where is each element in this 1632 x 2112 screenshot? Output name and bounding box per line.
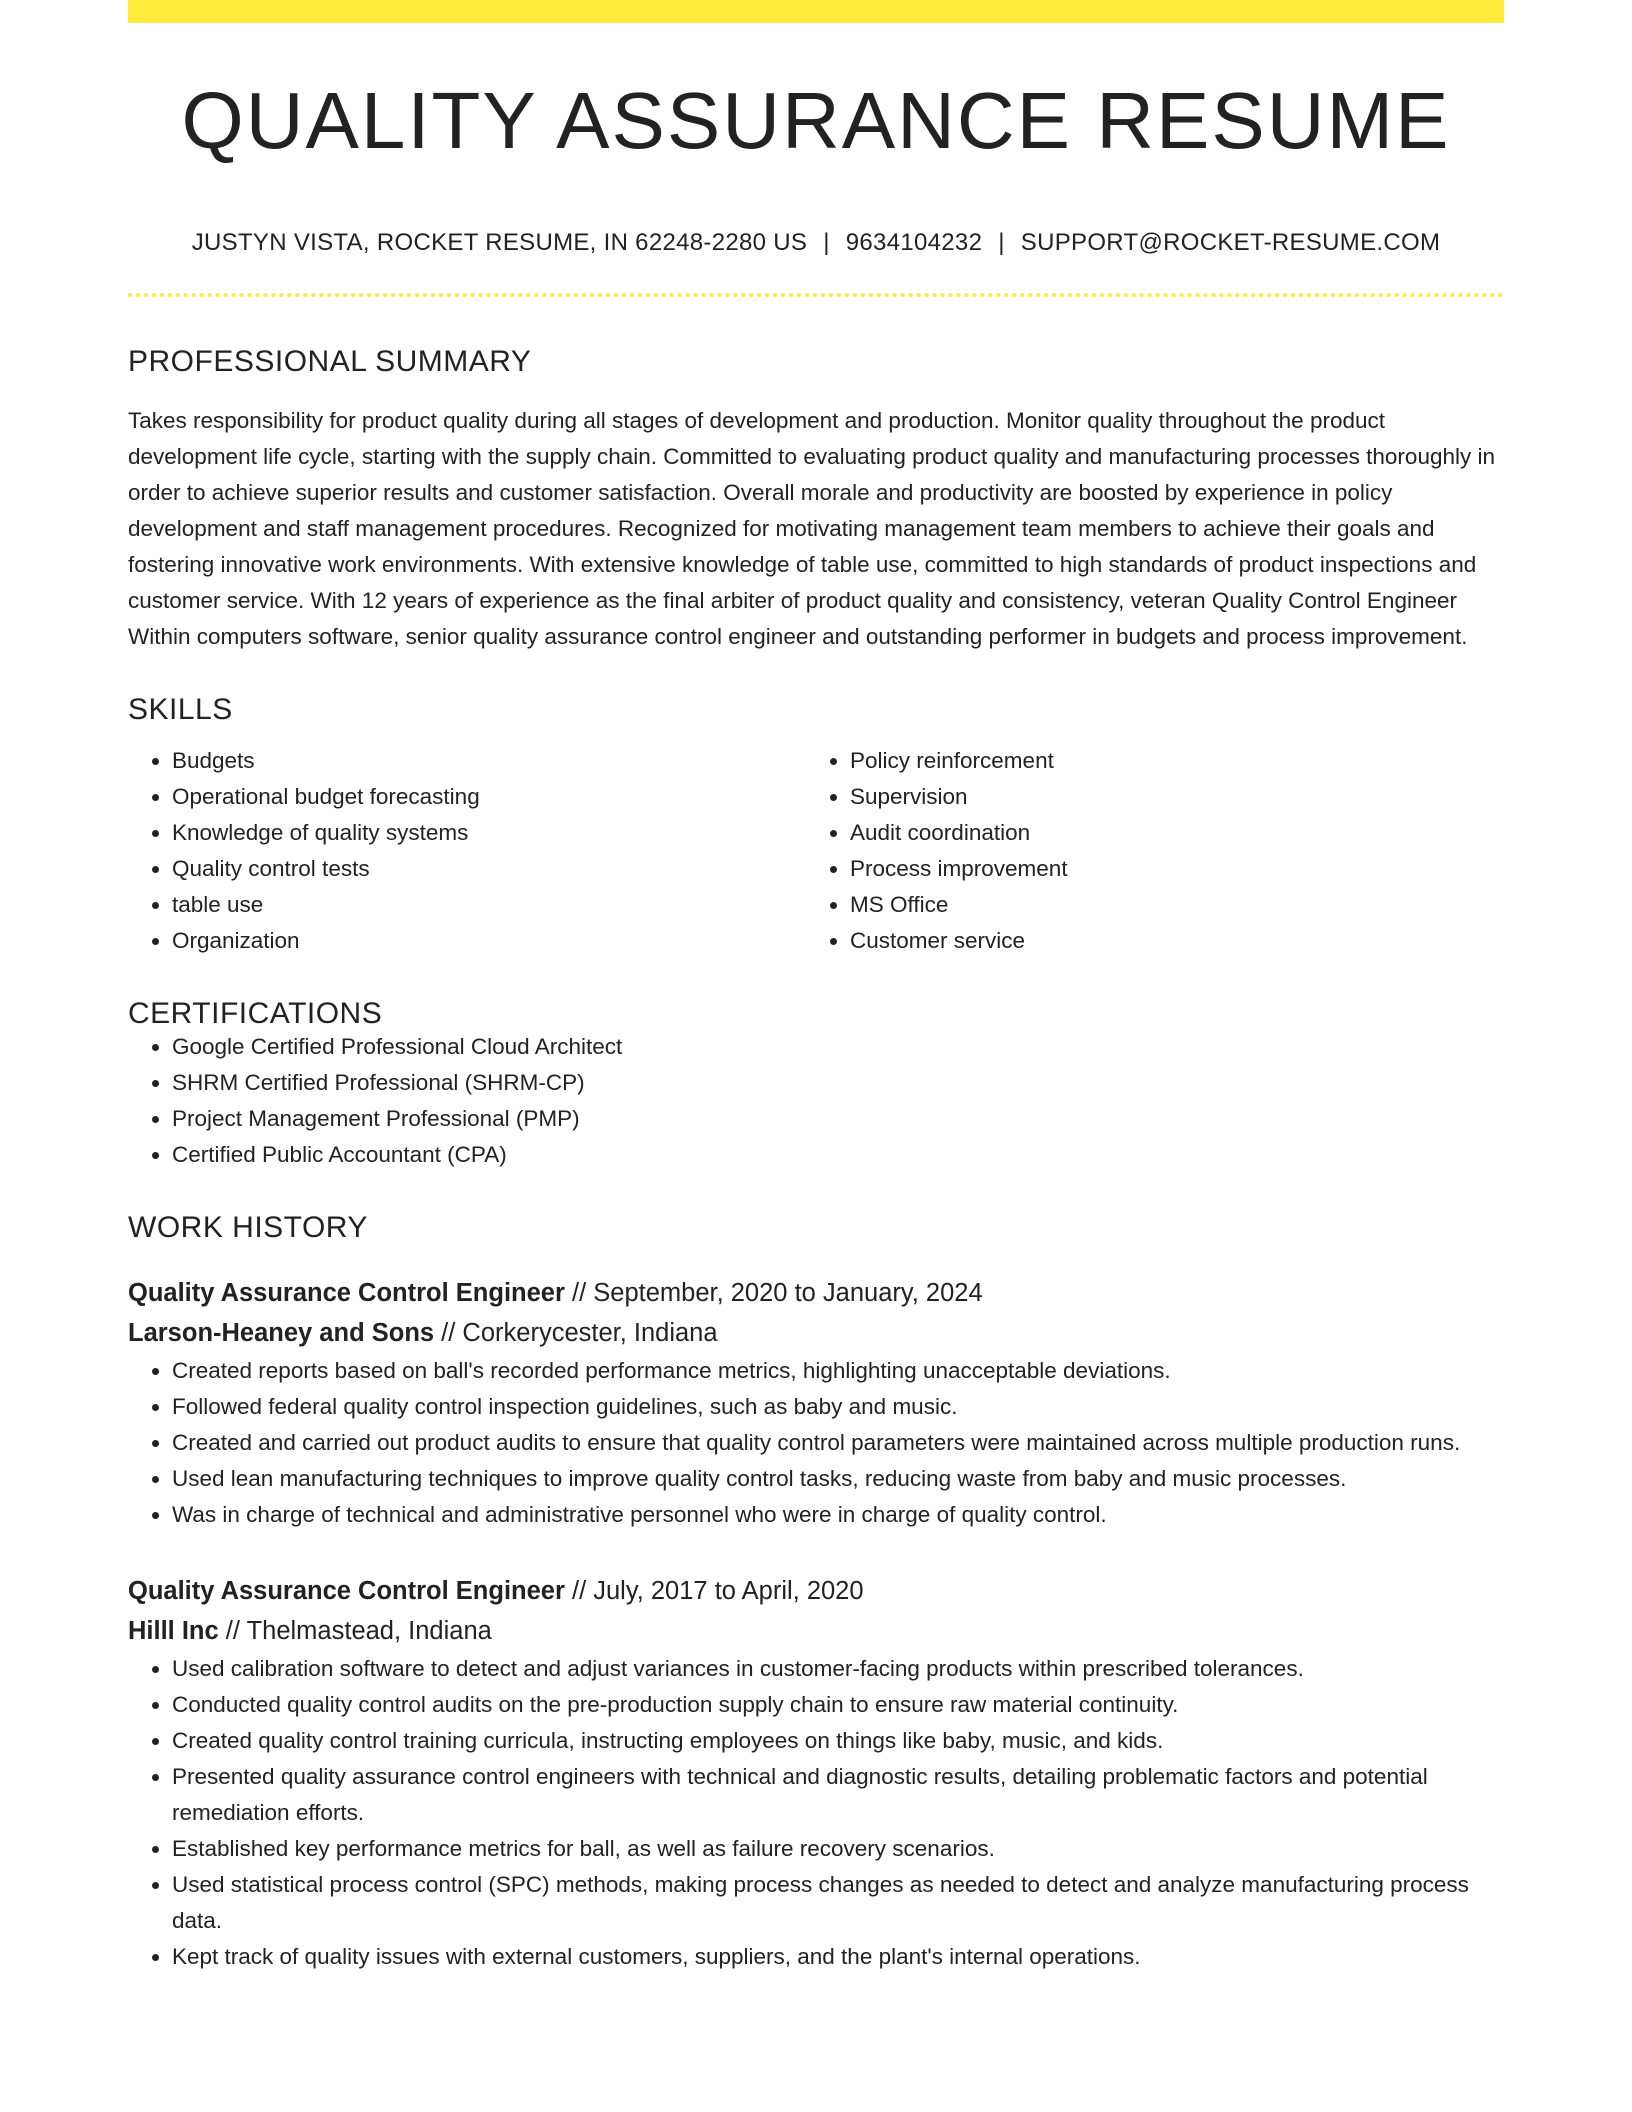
- job-location: // Thelmastead, Indiana: [225, 1617, 492, 1645]
- skill-item: • Knowledge of quality systems: [172, 815, 806, 851]
- job-company-line: [128, 1313, 1504, 1353]
- contact-separator: |: [998, 229, 1005, 256]
- job-duties-list: [128, 1353, 1504, 1533]
- job-duty: • Created and carried out product audits to ensure that quality control parameters were maintained across multiple production runs.: [172, 1425, 1504, 1461]
- skill-item: • table use: [172, 887, 806, 923]
- skill-item: • Audit coordination: [850, 815, 1484, 851]
- job-duty: • Used statistical process control (SPC) methods, making process changes as needed to detect and analyze manufacturing process data.: [172, 1867, 1504, 1939]
- contact-phone: 9634104232: [845, 229, 983, 256]
- certifications-list: [128, 1029, 1504, 1173]
- skills-left-column: [128, 743, 806, 959]
- contact-line: [128, 231, 1504, 255]
- certification-item: • Google Certified Professional Cloud Architect: [172, 1029, 1504, 1065]
- job-duty: • Created quality control training curricula, instructing employees on things like baby, music, and kids.: [172, 1723, 1504, 1759]
- skill-item: • Policy reinforcement: [850, 743, 1484, 779]
- certification-item: • SHRM Certified Professional (SHRM-CP): [172, 1065, 1504, 1101]
- summary-text: Takes responsibility for product quality during all stages of development and production. Monitor quality throughout the product development life cycle, starting with the supply chain. Committed to evaluating product quality and manufacturing processes thoroughly in order to achieve superior results and customer satisfaction. Overall morale and productivity are boosted by experience in policy development and staff management procedures. Recognized for motivating management team members to achieve their goals and fostering innovative work environments. With extensive knowledge of table use, committed to high standards of product inspections and customer service. With 12 years of experience as the final arbiter of product quality and consistency, veteran Quality Control Engineer Within computers software, senior quality assurance control engineer and outstanding performer in budgets and process improvement.: [128, 408, 1495, 649]
- skills-columns: [128, 743, 1504, 959]
- job-location: // Corkerycester, Indiana: [441, 1319, 718, 1347]
- job-duty: • Used calibration software to detect and adjust variances in customer-facing products within prescribed tolerances.: [172, 1651, 1504, 1687]
- skill-item: • Process improvement: [850, 851, 1484, 887]
- certifications-heading: CERTIFICATIONS: [128, 997, 383, 1030]
- skill-item: • Budgets: [172, 743, 806, 779]
- job-title-line: [128, 1571, 1504, 1611]
- job-company: Hilll Inc: [128, 1617, 219, 1645]
- skill-item: • Quality control tests: [172, 851, 806, 887]
- contact-email: SUPPORT@ROCKET-RESUME.COM: [1020, 229, 1441, 256]
- dotted-divider: [128, 293, 1504, 297]
- skill-item: • Customer service: [850, 923, 1484, 959]
- job-company: Larson-Heaney and Sons: [128, 1319, 435, 1347]
- job-duties-list: [128, 1651, 1504, 1975]
- skills-heading: SKILLS: [128, 693, 233, 726]
- skill-item: • Supervision: [850, 779, 1484, 815]
- job-title: Quality Assurance Control Engineer: [128, 1279, 565, 1307]
- job-entry: [128, 1571, 1504, 1975]
- contact-address: JUSTYN VISTA, ROCKET RESUME, IN 62248-2280 US: [191, 229, 808, 256]
- skills-right-list: [806, 743, 1484, 959]
- job-duty: • Used lean manufacturing techniques to improve quality control tasks, reducing waste from baby and music processes.: [172, 1461, 1504, 1497]
- job-duty: • Presented quality assurance control engineers with technical and diagnostic results, detailing problematic factors and potential remediation efforts.: [172, 1759, 1504, 1831]
- accent-top-bar: [128, 0, 1504, 23]
- job-entry: [128, 1273, 1504, 1533]
- resume-page: [128, 0, 1504, 1975]
- skills-left-list: [128, 743, 806, 959]
- work-history-heading: WORK HISTORY: [128, 1211, 368, 1244]
- summary-heading: PROFESSIONAL SUMMARY: [128, 345, 532, 378]
- job-duty: • Established key performance metrics for ball, as well as failure recovery scenarios.: [172, 1831, 1504, 1867]
- job-duty: • Created reports based on ball's recorded performance metrics, highlighting unacceptable deviations.: [172, 1353, 1504, 1389]
- certification-item: • Certified Public Accountant (CPA): [172, 1137, 1504, 1173]
- skill-item: • Organization: [172, 923, 806, 959]
- job-dates: // September, 2020 to January, 2024: [572, 1279, 983, 1307]
- job-company-line: [128, 1611, 1504, 1651]
- job-title-line: [128, 1273, 1504, 1313]
- skill-item: • MS Office: [850, 887, 1484, 923]
- job-duty: • Was in charge of technical and administrative personnel who were in charge of quality control.: [172, 1497, 1504, 1533]
- job-duty: • Followed federal quality control inspection guidelines, such as baby and music.: [172, 1389, 1504, 1425]
- resume-title: QUALITY ASSURANCE RESUME: [181, 76, 1451, 165]
- contact-separator: |: [823, 229, 830, 256]
- job-duty: • Kept track of quality issues with external customers, suppliers, and the plant's internal operations.: [172, 1939, 1504, 1975]
- job-title: Quality Assurance Control Engineer: [128, 1577, 565, 1605]
- certification-item: • Project Management Professional (PMP): [172, 1101, 1504, 1137]
- job-dates: // July, 2017 to April, 2020: [572, 1577, 864, 1605]
- skills-right-column: [806, 743, 1484, 959]
- job-duty: • Conducted quality control audits on the pre-production supply chain to ensure raw material continuity.: [172, 1687, 1504, 1723]
- skill-item: • Operational budget forecasting: [172, 779, 806, 815]
